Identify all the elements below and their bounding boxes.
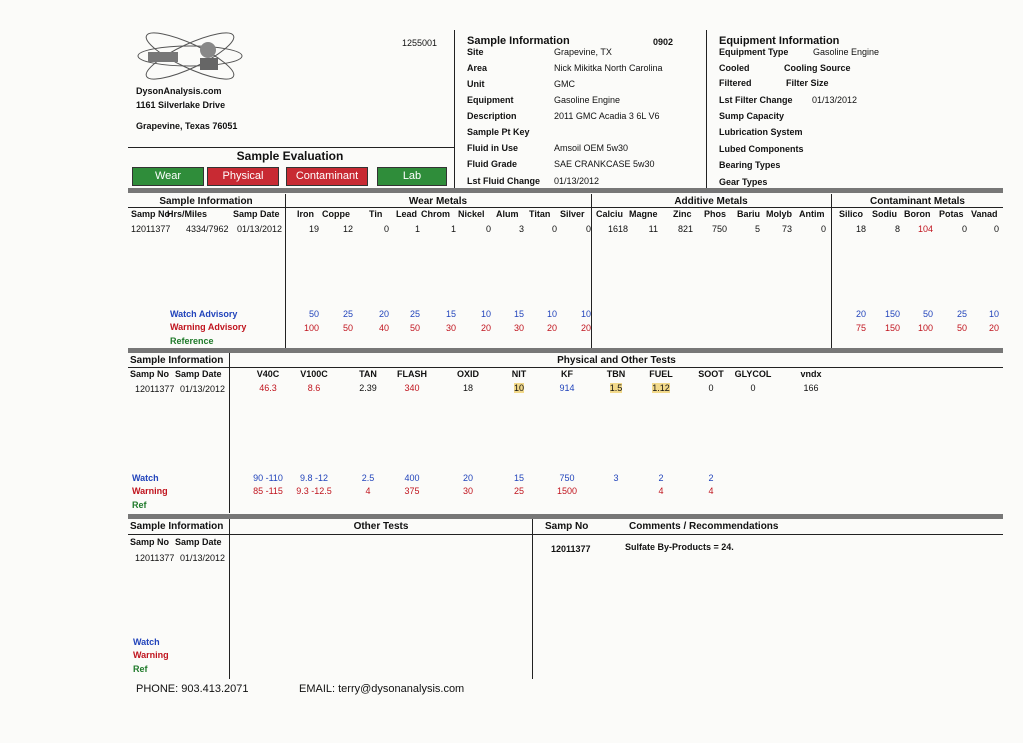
comment-text: Sulfate By-Products = 24. [625,542,734,552]
contam-metal-warning: 75 [855,323,866,333]
wear-metal-value: 19 [308,224,319,234]
phys-test-watch: 20 [462,473,473,483]
phys-watch-label: Watch [132,473,159,483]
contam-metal-header: Potas [939,209,964,219]
additive-metal-value: 1618 [607,224,628,234]
contam-metal-value: 18 [855,224,866,234]
contam-metal-value: 8 [894,224,900,234]
sample-info-value: Nick Mikitka North Carolina [554,63,663,73]
phys-test-header: TAN [359,369,377,379]
sample-info-label: Fluid Grade [467,159,518,169]
report-id: 1255001 [402,38,438,48]
contaminant-button[interactable]: Contaminant [286,167,368,186]
sample-info-value: Grapevine, TX [554,47,612,57]
equipment-info-title: Equipment Information [719,35,840,47]
comments-samp-no-title: Samp No [545,521,589,532]
phys-test-header: V40C [256,369,280,379]
wear-metal-watch: 25 [409,309,420,319]
phys-test-header: vndx [800,369,822,379]
equipment-info-label: Filtered [719,78,752,88]
wear-metal-watch: 25 [342,309,353,319]
phys-test-warning: 1500 [556,486,578,496]
additive-metal-value: 821 [677,224,693,234]
phys-warning-label: Warning [132,486,168,496]
company-address-2: Grapevine, Texas 76051 [136,121,238,131]
additive-metal-header: Zinc [673,209,692,219]
contam-metal-header: Sodiu [872,209,897,219]
phys-test-warning: 85 -115 [253,486,283,496]
phys-test-value: 46.3 [259,383,277,393]
phys-test-header: KF [561,369,573,379]
wear-metal-watch: 20 [378,309,389,319]
wear-metal-value: 12 [342,224,353,234]
equipment-info-label: Cooled [719,63,750,73]
sample-info-label: Area [467,63,488,73]
phys-test-header: V100C [300,369,328,379]
contam-metal-header: Vanad [971,209,998,219]
wear-metal-value: 0 [485,224,491,234]
metals-sample-value: 4334/7962 [186,224,229,234]
phys-test-watch: 15 [513,473,524,483]
wear-metal-header: Nickel [458,209,485,219]
metals-sample-value: 01/13/2012 [237,224,283,234]
sample-info-label: Lst Fluid Change [467,176,540,186]
wear-metal-value: 3 [518,224,524,234]
phys-test-header: GLYCOL [734,369,772,379]
phys-samp-date: 01/13/2012 [180,384,226,394]
other-watch-label: Watch [133,637,160,647]
phys-test-value: 8.6 [307,383,321,393]
phys-test-value-highlight: 1.12 [652,383,670,393]
other-samp-no-header: Samp No [130,537,170,547]
contaminant-metals-title: Contaminant Metals [869,196,965,207]
wear-metal-warning: 40 [378,323,389,333]
other-tests-title: Other Tests [353,521,409,532]
wear-metal-warning: 50 [409,323,420,333]
wear-metal-header: Chrom [421,209,450,219]
contam-metal-watch: 10 [988,309,999,319]
phys-test-header: OXID [456,369,479,379]
watch-advisory-label: Watch Advisory [170,309,238,319]
additive-metal-value: 750 [711,224,727,234]
sample-info-value: SAE CRANKCASE 5w30 [554,159,655,169]
contam-metal-header: Silico [839,209,864,219]
wear-metal-warning: 20 [480,323,491,333]
phys-test-watch: 750 [559,473,575,483]
additive-metal-value: 0 [820,224,826,234]
equipment-info-label: Bearing Types [719,160,781,170]
phys-test-watch: 9.8 -12 [299,473,329,483]
phys-test-watch: 2.5 [361,473,375,483]
phys-test-warning: 375 [404,486,420,496]
physical-tests-title: Physical and Other Tests [557,355,676,366]
additive-metal-header: Calciu [596,209,624,219]
equipment-info-label: Lubrication System [719,127,803,137]
other-samp-no: 12011377 [135,553,175,563]
phys-test-watch: 3 [613,473,619,483]
wear-metal-header: Alum [496,209,519,219]
physical-button[interactable]: Physical [207,167,279,186]
wear-metal-value: 0 [585,224,591,234]
sample-info-value: Amsoil OEM 5w30 [554,143,629,153]
other-samp-date-header: Samp Date [175,537,222,547]
equipment-info-label: Gear Types [719,177,768,187]
sample-info-value: 01/13/2012 [554,176,600,186]
equipment-info-value: 01/13/2012 [812,95,858,105]
phys-test-warning: 25 [513,486,524,496]
wear-button[interactable]: Wear [132,167,204,186]
contam-metal-watch: 25 [956,309,967,319]
atom-logo-icon [130,30,250,82]
additive-metal-header: Antim [799,209,825,219]
phys-test-warning: 4 [658,486,664,496]
warning-advisory-label: Warning Advisory [170,322,247,332]
wear-metal-header: Coppe [322,209,350,219]
wear-metal-watch: 10 [480,309,491,319]
metals-sample-header: Samp No [131,209,171,219]
phys-test-watch: 400 [404,473,420,483]
phys-samp-no: 12011377 [135,384,175,394]
wear-metal-warning: 100 [303,323,319,333]
wear-metal-value: 0 [551,224,557,234]
metals-sample-info-title: Sample Information [159,196,253,207]
phys-test-warning: 4 [708,486,714,496]
phys-test-value: 2.39 [359,383,377,393]
sample-info-value: Gasoline Engine [554,95,621,105]
sample-info-label: Description [467,111,517,121]
lab-button[interactable]: Lab [377,167,447,186]
other-sample-info-title: Sample Information [130,521,224,532]
phys-samp-no-header: Samp No [130,369,170,379]
wear-metal-warning: 50 [342,323,353,333]
phys-test-value-highlight: 1.5 [609,383,623,393]
equipment-info-value: Filter Size [786,78,829,88]
phys-test-header: SOOT [698,369,724,379]
equipment-info-label: Lst Filter Change [719,95,793,105]
additive-metal-value: 73 [781,224,792,234]
phys-test-watch: 2 [708,473,714,483]
equipment-info-value: Cooling Source [784,63,851,73]
sample-info-code: 0902 [653,37,674,47]
wear-metal-header: Tin [369,209,383,219]
sample-info-label: Unit [467,79,485,89]
equipment-info-label: Equipment Type [719,47,789,57]
wear-metal-watch: 50 [308,309,319,319]
additive-metal-header: Bariu [737,209,761,219]
phys-test-warning: 9.3 -12.5 [296,486,332,496]
wear-metal-warning: 20 [546,323,557,333]
additive-metals-title: Additive Metals [674,196,748,207]
sample-info-value: GMC [554,79,575,89]
phys-test-warning: 4 [365,486,371,496]
metals-sample-value: 12011377 [131,224,171,234]
equipment-info-label: Sump Capacity [719,111,785,121]
sample-info-label: Sample Pt Key [467,127,530,137]
footer-phone: PHONE: 903.413.2071 [136,683,249,695]
phys-test-watch: 90 -110 [253,473,283,483]
other-ref-label: Ref [133,664,148,674]
sample-info-label: Fluid in Use [467,143,519,153]
contam-metal-warning: 100 [917,323,933,333]
wear-metal-watch: 15 [445,309,456,319]
contam-metal-header: Boron [904,209,931,219]
wear-metal-value: 0 [383,224,389,234]
sample-info-value: 2011 GMC Acadia 3 6L V6 [554,111,660,121]
physical-sample-info-title: Sample Information [130,355,224,366]
additive-metal-header: Magne [629,209,658,219]
additive-metal-value: 5 [754,224,760,234]
additive-metal-header: Molyb [766,209,792,219]
other-warning-label: Warning [133,650,169,660]
sample-info-title: Sample Information [467,35,570,47]
phys-test-watch: 2 [658,473,664,483]
phys-test-header: NIT [511,369,527,379]
contam-metal-value: 0 [961,224,967,234]
comment-samp-no: 12011377 [551,544,591,554]
wear-metals-title: Wear Metals [408,196,468,207]
comments-title: Comments / Recommendations [629,521,779,532]
phys-test-header: FLASH [397,369,427,379]
additive-metal-value: 11 [648,224,658,234]
wear-metal-warning: 30 [513,323,524,333]
phys-test-value: 340 [404,383,420,393]
sample-info-label: Site [467,47,484,57]
wear-metal-header: Silver [560,209,585,219]
sample-info-label: Equipment [467,95,514,105]
contam-metal-watch: 20 [855,309,866,319]
contam-metal-watch: 50 [922,309,933,319]
phys-test-value-highlight: 10 [513,383,524,393]
wear-metal-header: Iron [297,209,314,219]
company-name: DysonAnalysis.com [136,86,222,96]
wear-metal-warning: 20 [580,323,591,333]
footer-email[interactable]: EMAIL: terry@dysonanalysis.com [299,683,465,695]
equipment-info-value: Gasoline Engine [813,47,880,57]
phys-test-value: 166 [803,383,819,393]
contam-metal-warning: 20 [988,323,999,333]
wear-metal-warning: 30 [445,323,456,333]
reference-label: Reference [170,336,214,346]
metals-sample-header: Samp Date [233,209,280,219]
contam-metal-warning: 50 [956,323,967,333]
logo [130,30,250,82]
phys-samp-date-header: Samp Date [175,369,222,379]
phys-test-value: 18 [462,383,473,393]
phys-test-header: TBN [606,369,626,379]
wear-metal-header: Lead [396,209,418,219]
phys-test-value: 0 [708,383,714,393]
wear-metal-value: 1 [414,224,420,234]
contam-metal-warning: 150 [884,323,900,333]
contam-metal-value: 104 [917,224,933,234]
contam-metal-value: 0 [993,224,999,234]
other-samp-date: 01/13/2012 [180,553,226,563]
wear-metal-watch: 10 [580,309,591,319]
wear-metal-value: 1 [450,224,456,234]
wear-metal-watch: 10 [546,309,557,319]
company-address-1: 1161 Silverlake Drive [136,100,226,110]
phys-test-header: FUEL [649,369,673,379]
wear-metal-header: Titan [529,209,551,219]
additive-metal-header: Phos [704,209,727,219]
metals-sample-header: Hrs/Miles [167,209,208,219]
phys-test-value: 0 [750,383,756,393]
contam-metal-watch: 150 [884,309,900,319]
equipment-info-label: Lubed Components [719,144,804,154]
sample-evaluation-title: Sample Evaluation [236,149,344,163]
wear-metal-watch: 15 [513,309,524,319]
phys-test-warning: 30 [462,486,473,496]
phys-test-value: 914 [559,383,575,393]
phys-ref-label: Ref [132,500,147,510]
